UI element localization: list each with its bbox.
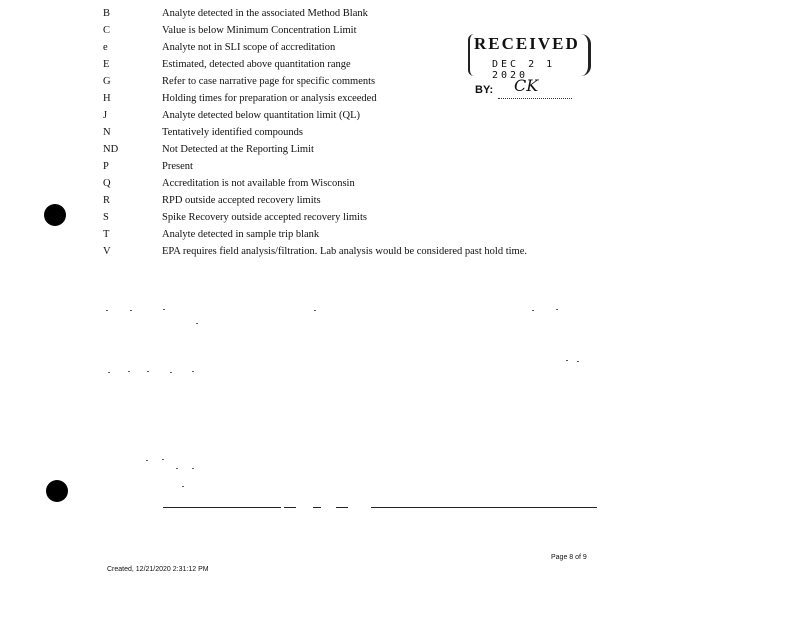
scan-speck <box>162 459 164 460</box>
qualifier-code: S <box>103 212 109 223</box>
scan-speck <box>106 310 108 311</box>
qualifier-code: T <box>103 229 110 240</box>
qualifier-code: J <box>103 110 108 121</box>
qualifier-code: V <box>103 246 111 257</box>
qualifier-row <box>100 124 660 141</box>
qualifier-code: ND <box>103 144 119 155</box>
scan-speck <box>577 361 579 362</box>
qualifier-description: RPD outside accepted recovery limits <box>162 195 321 206</box>
stamp-by-line <box>498 98 572 99</box>
qualifier-row <box>100 90 660 107</box>
qualifier-description: Refer to case narrative page for specific comments <box>162 76 376 87</box>
qualifier-description: Spike Recovery outside accepted recovery limits <box>162 212 367 223</box>
qualifier-code: H <box>103 93 111 104</box>
qualifier-description: Estimated, detected above quantitation range <box>162 59 351 70</box>
scan-speck <box>192 371 194 372</box>
qualifier-description: Holding times for preparation or analysis exceeded <box>162 93 377 104</box>
qualifier-description: Analyte detected in the associated Method Blank <box>162 8 368 19</box>
scan-speck <box>170 372 172 373</box>
created-timestamp: Created, 12/21/2020 2:31:12 PM <box>107 566 209 573</box>
page-number: Page 8 of 9 <box>551 554 587 561</box>
qualifier-row <box>100 209 660 226</box>
qualifier-row <box>100 5 660 22</box>
qualifier-code: N <box>103 127 111 138</box>
qualifier-description: Analyte not in SLI scope of accreditation <box>162 42 336 53</box>
scan-speck <box>130 310 132 311</box>
received-stamp <box>468 34 591 81</box>
qualifier-code: P <box>103 161 109 172</box>
scan-speck <box>128 371 130 372</box>
qualifier-description: Value is below Minimum Concentration Limit <box>162 25 357 36</box>
signature-line <box>163 507 281 508</box>
qualifier-code: G <box>103 76 111 87</box>
scan-speck <box>556 309 558 310</box>
qualifier-row <box>100 226 660 243</box>
scan-speck <box>108 372 110 373</box>
signature-line <box>313 507 321 508</box>
qualifier-row <box>100 243 660 260</box>
qualifier-description: Analyte detected in sample trip blank <box>162 229 320 240</box>
scan-speck <box>314 310 316 311</box>
stamp-date: DEC 2 1 2020 <box>492 59 556 81</box>
punch-hole-icon <box>44 204 66 226</box>
qualifier-description: Analyte detected below quantitation limit (QL) <box>162 110 360 121</box>
signature-line <box>284 507 296 508</box>
stamp-by-label: BY: <box>475 84 494 96</box>
scan-speck <box>163 309 165 310</box>
scan-speck <box>146 460 148 461</box>
scan-speck <box>192 468 194 469</box>
scan-speck <box>147 371 149 372</box>
qualifier-code: E <box>103 59 110 70</box>
qualifier-code: Q <box>103 178 111 189</box>
qualifier-description: EPA requires field analysis/filtration. Lab analysis would be considered past hold time. <box>162 246 527 257</box>
punch-hole-icon <box>46 480 68 502</box>
qualifier-description: Accreditation is not available from Wisconsin <box>162 178 355 189</box>
qualifier-code: e <box>103 42 108 53</box>
scan-speck <box>176 468 178 469</box>
qualifier-description: Present <box>162 161 193 172</box>
qualifier-description: Not Detected at the Reporting Limit <box>162 144 314 155</box>
signature-line <box>336 507 348 508</box>
qualifier-code: C <box>103 25 111 36</box>
qualifier-code: B <box>103 8 111 19</box>
qualifier-description: Tentatively identified compounds <box>162 127 303 138</box>
handwritten-initials: CK <box>514 76 539 95</box>
qualifier-row <box>100 192 660 209</box>
qualifier-row <box>100 107 660 124</box>
qualifier-row <box>100 175 660 192</box>
qualifier-row <box>100 141 660 158</box>
scan-speck <box>532 310 534 311</box>
scan-speck <box>196 323 198 324</box>
signature-line <box>371 507 597 508</box>
stamp-received-text: RECEIVED <box>474 34 580 53</box>
qualifier-row <box>100 158 660 175</box>
qualifier-code: R <box>103 195 111 206</box>
scan-speck <box>182 486 184 487</box>
scan-speck <box>566 360 568 361</box>
